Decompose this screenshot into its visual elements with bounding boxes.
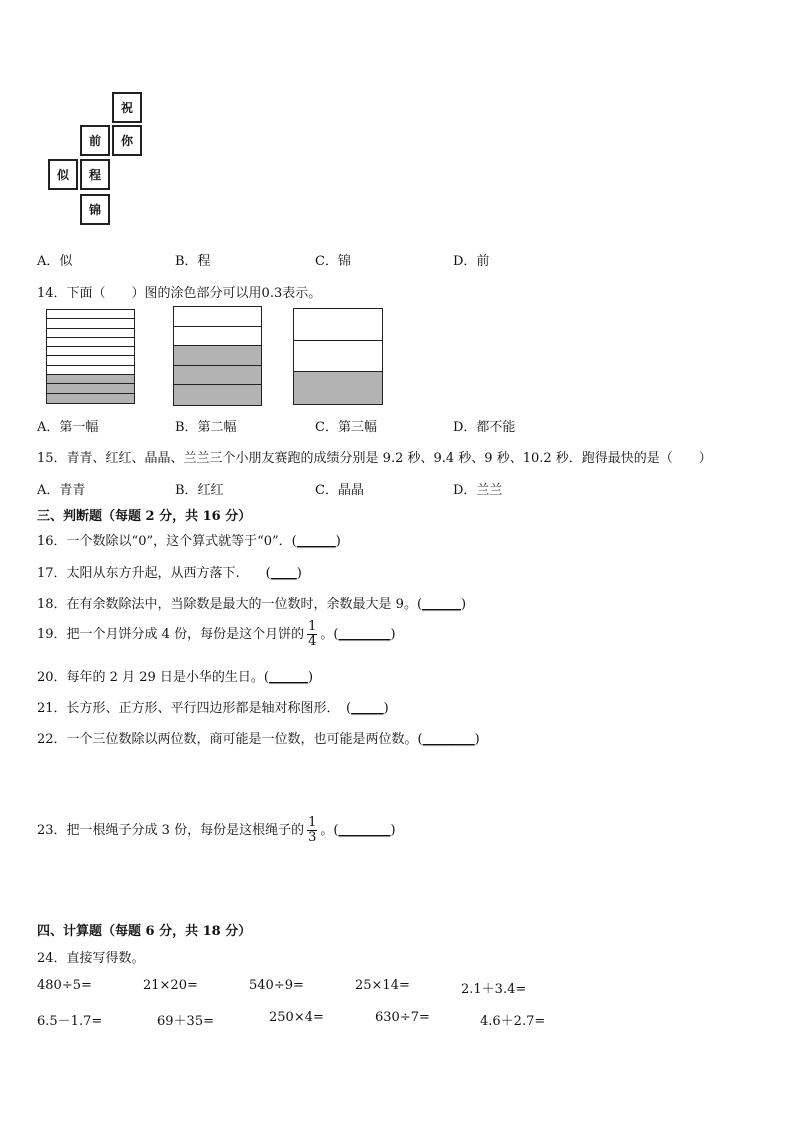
calc-item[interactable]: 4.6＋2.7= — [480, 1014, 546, 1029]
figure-strip — [47, 356, 134, 365]
q14-option-d[interactable]: D．都不能 — [453, 420, 516, 435]
net-cell: 你 — [112, 125, 142, 156]
q14-option-a[interactable]: A．第一幅 — [37, 420, 99, 435]
calc-item[interactable]: 250×4= — [269, 1010, 324, 1025]
q23-after: 。( — [320, 823, 339, 838]
figure-strip — [47, 384, 134, 393]
calc-item[interactable]: 540÷9= — [249, 978, 304, 993]
q21-answer-blank[interactable]: _____ — [351, 701, 384, 716]
figure-strip — [47, 375, 134, 384]
q19-text: 19．把一个月饼分成 4 份，每份是这个月饼的 — [37, 627, 305, 642]
q21 — [37, 697, 389, 716]
q13-option-b[interactable]: B．程 — [175, 254, 211, 269]
figure-strip — [47, 319, 134, 328]
q17-text: 17．太阳从东方升起，从西方落下. ( — [37, 566, 271, 581]
calc-item[interactable]: 21×20= — [143, 978, 198, 993]
q14-option-c[interactable]: C．第三幅 — [315, 420, 377, 435]
fraction-denominator: 3 — [308, 830, 317, 845]
figure-strip — [294, 372, 382, 404]
net-cell: 前 — [80, 125, 110, 156]
q14-option-b[interactable]: B．第二幅 — [175, 420, 237, 435]
q23-text: 23．把一根绳子分成 3 份，每份是这根绳子的 — [37, 823, 305, 838]
q23-fraction — [307, 816, 317, 845]
q20-close: ) — [307, 670, 314, 685]
figure-strip — [174, 385, 261, 405]
q22-close: ) — [474, 732, 480, 747]
q14-figure-2 — [173, 306, 262, 406]
q15-stem: 15．青青、红红、晶晶、兰兰三个小朋友赛跑的成绩分别是 9.2 秒、9.4 秒、9 秒、10.2 秒．跑得最快的是（ ） — [37, 451, 712, 466]
figure-strip — [174, 346, 261, 366]
figure-strip — [47, 329, 134, 338]
q19-after: 。( — [320, 627, 339, 642]
q19-answer-blank[interactable]: ________ — [338, 627, 391, 642]
q19 — [37, 620, 396, 649]
q13-option-a[interactable]: A．似 — [37, 254, 73, 269]
q15-option-b[interactable]: B．红红 — [175, 483, 224, 498]
calc-item[interactable]: 25×14= — [355, 978, 410, 993]
q17-answer-blank[interactable]: ____ — [270, 566, 297, 581]
q21-text: 21．长方形、正方形、平行四边形都是轴对称图形． ( — [37, 701, 352, 716]
section4-title: 四、计算题（每题 6 分，共 18 分） — [37, 924, 252, 939]
q18-close: ) — [461, 597, 467, 612]
q19-close: ) — [390, 627, 396, 642]
q14-figure-3 — [293, 308, 383, 405]
figure-strip — [174, 366, 261, 386]
calc-item[interactable]: 6.5－1.7= — [37, 1014, 103, 1029]
figure-strip — [47, 347, 134, 356]
figure-strip — [174, 327, 261, 347]
q23-close: ) — [390, 823, 396, 838]
q16-close: ) — [335, 534, 341, 549]
q20 — [37, 666, 313, 685]
figure-strip — [294, 341, 382, 373]
q16-answer-blank[interactable]: ______ — [296, 534, 336, 549]
figure-strip — [47, 366, 134, 375]
figure-strip — [174, 307, 261, 327]
figure-strip — [47, 394, 134, 403]
q13-option-c[interactable]: C．锦 — [315, 254, 351, 269]
q18 — [37, 593, 466, 612]
figure-strip — [47, 310, 134, 319]
net-cell: 程 — [80, 159, 110, 190]
figure-strip — [47, 338, 134, 347]
q20-text: 20．每年的 2 月 29 日是小华的生日。( — [37, 670, 269, 685]
q16 — [37, 530, 341, 549]
q22 — [37, 728, 480, 747]
q20-answer-blank[interactable]: ______ — [268, 670, 308, 685]
fraction-numerator: 1 — [308, 815, 317, 830]
q22-text: 22．一个三位数除以两位数，商可能是一位数，也可能是两位数。( — [37, 732, 423, 747]
net-cell: 祝 — [112, 92, 142, 123]
section3-title: 三、判断题（每题 2 分，共 16 分） — [37, 509, 252, 524]
q16-text: 16．一个数除以“0”，这个算式就等于“0”．( — [37, 534, 297, 549]
q17 — [37, 562, 302, 581]
q24-stem: 24．直接写得数。 — [37, 951, 145, 966]
q15-option-d[interactable]: D．兰兰 — [453, 483, 503, 498]
q18-text: 18．在有余数除法中，当除数是最大的一位数时，余数最大是 9。( — [37, 597, 423, 612]
q15-option-a[interactable]: A．青青 — [37, 483, 86, 498]
q23-answer-blank[interactable]: ________ — [338, 823, 391, 838]
q17-close: ) — [296, 566, 302, 581]
calc-item[interactable]: 2.1＋3.4= — [461, 982, 527, 997]
q22-answer-blank[interactable]: ________ — [422, 732, 475, 747]
figure-strip — [294, 309, 382, 341]
net-cell: 锦 — [80, 194, 110, 225]
calc-item[interactable]: 480÷5= — [37, 978, 92, 993]
calc-item[interactable]: 630÷7= — [375, 1010, 430, 1025]
q14-stem: 14．下面（ ）图的涂色部分可以用0.3表示。 — [37, 286, 322, 301]
q18-answer-blank[interactable]: ______ — [422, 597, 462, 612]
fraction-denominator: 4 — [308, 634, 317, 649]
fraction-numerator: 1 — [308, 619, 317, 634]
calc-item[interactable]: 69＋35= — [157, 1014, 214, 1029]
q14-figure-1 — [46, 309, 135, 404]
q13-option-d[interactable]: D．前 — [453, 254, 490, 269]
q15-option-c[interactable]: C．晶晶 — [315, 483, 364, 498]
q23 — [37, 816, 396, 845]
q21-close: ) — [383, 701, 389, 716]
net-cell: 似 — [48, 159, 78, 190]
q19-fraction — [307, 620, 317, 649]
